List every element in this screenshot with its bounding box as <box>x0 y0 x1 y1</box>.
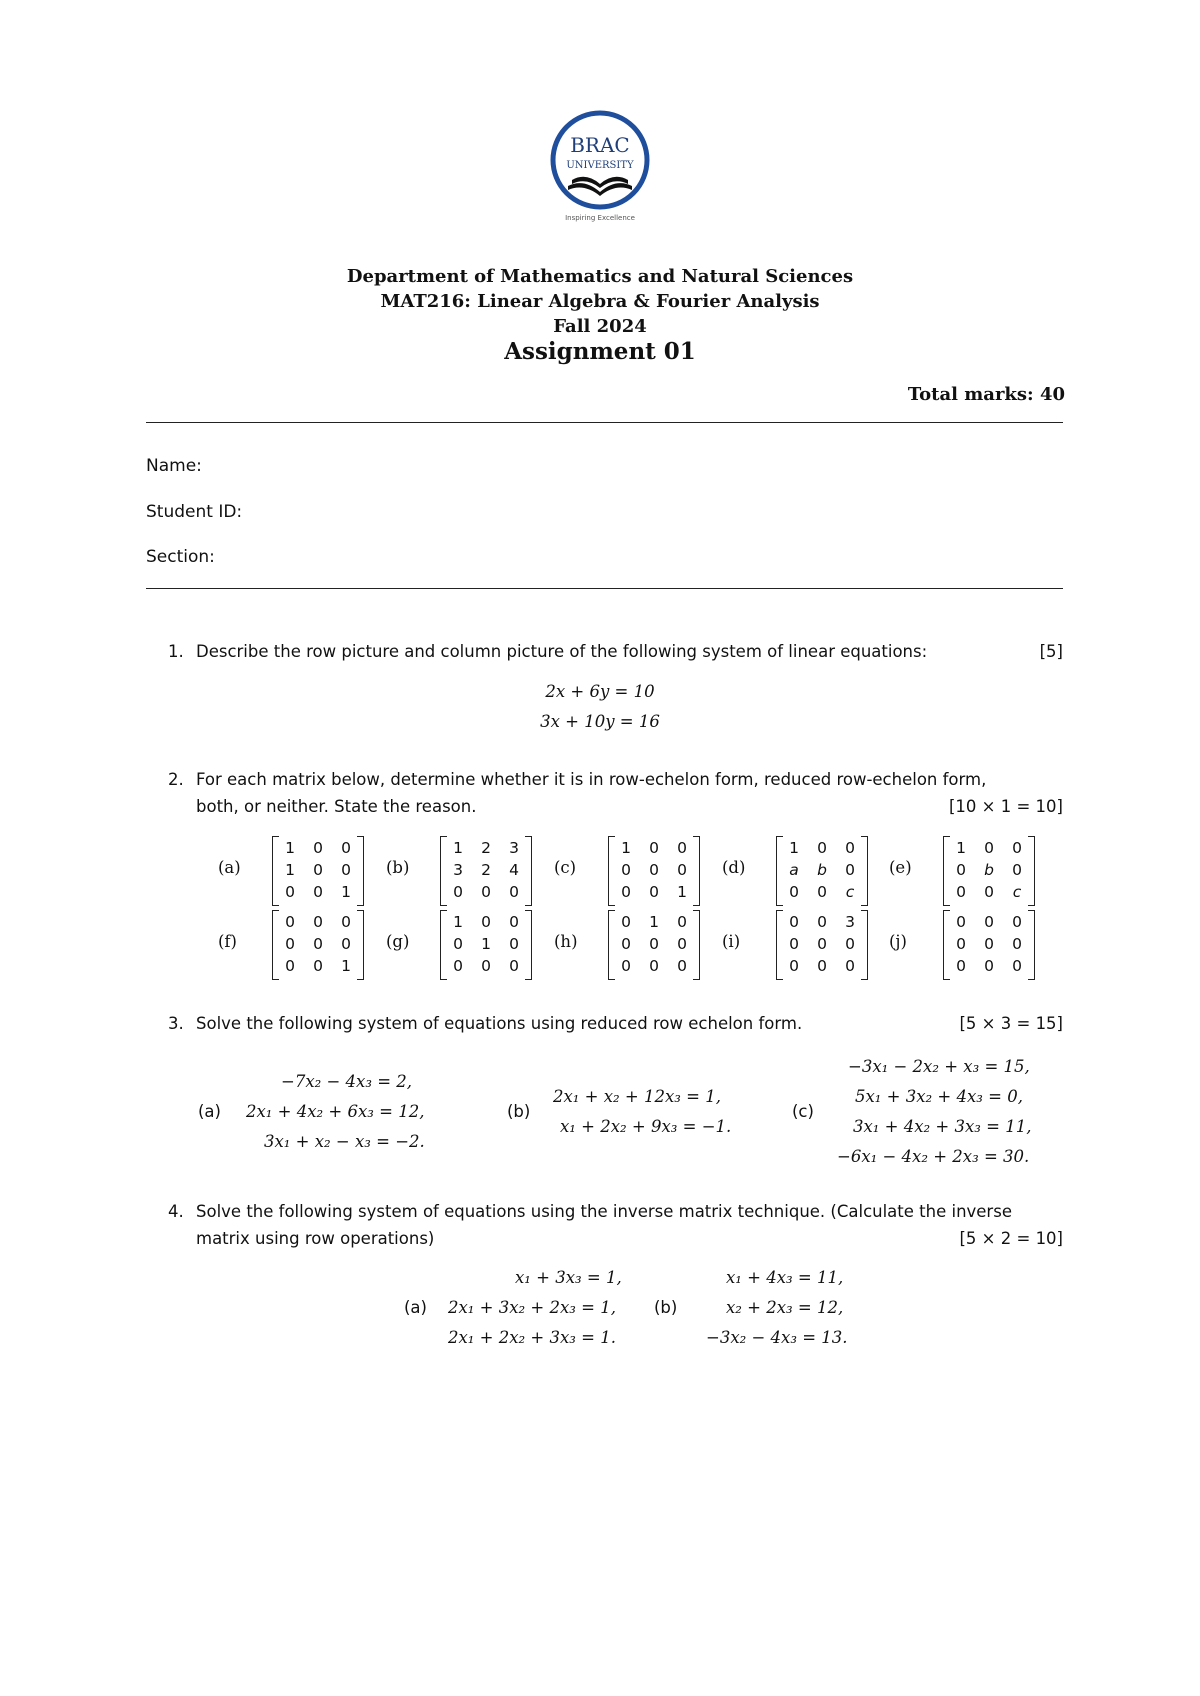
matrix-entry: 0 <box>956 957 966 975</box>
matrix-label: (f) <box>218 932 237 951</box>
matrix-entry: 0 <box>1012 861 1022 879</box>
q3-part-a-label: (a) <box>198 1102 221 1121</box>
q3a-equation-2: 2x₁ + 4x₂ + 6x₃ = 12, <box>246 1102 425 1121</box>
matrix-entry: 0 <box>285 935 295 953</box>
q4a-equation-3: 2x₁ + 2x₂ + 3x₃ = 1. <box>448 1328 616 1347</box>
matrix-entry: 0 <box>285 913 295 931</box>
q1-equation-1: 2x + 6y = 10 <box>545 682 655 701</box>
matrix-entry: 0 <box>341 913 351 931</box>
logo-text-brac: BRAC <box>570 133 630 157</box>
matrix-entry: 0 <box>789 883 799 901</box>
matrix-entry: 0 <box>984 935 994 953</box>
q3c-equation-1: −3x₁ − 2x₂ + x₃ = 15, <box>848 1057 1030 1076</box>
matrix-label: (i) <box>722 932 741 951</box>
question-marks: [5 × 3 = 15] <box>959 1014 1063 1033</box>
q1-equation-2: 3x + 10y = 16 <box>540 712 660 731</box>
matrix-entry: b <box>817 861 827 879</box>
matrix-entry: 1 <box>649 913 659 931</box>
matrix-label: (j) <box>889 932 907 951</box>
matrix-entry: 0 <box>621 957 631 975</box>
question-3 <box>168 1010 1063 1040</box>
matrix-entry: 0 <box>621 935 631 953</box>
matrix-entry: 0 <box>845 861 855 879</box>
matrix-entry: 0 <box>341 935 351 953</box>
matrix-label: (h) <box>554 932 578 951</box>
matrix-entry: 0 <box>1012 839 1022 857</box>
matrix-entry: 0 <box>313 861 323 879</box>
q4b-equation-1: x₁ + 4x₃ = 11, <box>726 1268 844 1287</box>
matrix <box>943 836 1035 906</box>
matrix-entry: 0 <box>817 883 827 901</box>
matrix-entry: 0 <box>313 883 323 901</box>
total-marks: Total marks: 40 <box>907 384 1065 405</box>
matrix-entry: a <box>789 861 799 879</box>
matrix-entry: 0 <box>984 883 994 901</box>
matrix-entry: 0 <box>621 883 631 901</box>
matrix-entry: 0 <box>453 957 463 975</box>
matrix-entry: 0 <box>956 883 966 901</box>
matrix-label: (d) <box>722 858 746 877</box>
matrix-entry: 0 <box>313 957 323 975</box>
matrix-entry: 0 <box>1012 913 1022 931</box>
matrix-entry: 0 <box>313 935 323 953</box>
bottom-divider <box>146 588 1063 589</box>
question-number: 2. <box>168 770 184 789</box>
matrix-label: (g) <box>386 932 410 951</box>
matrix-entry: 0 <box>789 957 799 975</box>
question-text-line2: both, or neither. State the reason. <box>196 797 477 816</box>
question-marks: [5] <box>1039 642 1063 661</box>
matrix-entry: 0 <box>313 913 323 931</box>
matrix-entry: 0 <box>984 913 994 931</box>
student-id-field-label: Student ID: <box>146 502 243 522</box>
name-field-label: Name: <box>146 456 202 476</box>
matrix-entry: 0 <box>677 839 687 857</box>
matrix-entry: 0 <box>649 839 659 857</box>
matrix-entry: 0 <box>1012 935 1022 953</box>
matrix-entry: 1 <box>956 839 966 857</box>
matrix-entry: 0 <box>649 883 659 901</box>
q4-part-a-label: (a) <box>404 1298 427 1317</box>
matrix-entry: 1 <box>285 861 295 879</box>
matrix-entry: 0 <box>789 935 799 953</box>
matrix-entry: 1 <box>453 839 463 857</box>
question-text: Solve the following system of equations using reduced row echelon form. <box>196 1014 803 1033</box>
matrix-entry: 0 <box>285 957 295 975</box>
matrix-entry: 1 <box>481 935 491 953</box>
logo-text-university: UNIVERSITY <box>566 160 634 171</box>
matrix-entry: 3 <box>453 861 463 879</box>
q4a-equation-2: 2x₁ + 3x₂ + 2x₃ = 1, <box>448 1298 616 1317</box>
question-text-line1: For each matrix below, determine whether it is in row-echelon form, reduced row-echelon form, <box>196 770 987 789</box>
matrix-entry: 0 <box>509 883 519 901</box>
matrix-entry: 1 <box>789 839 799 857</box>
question-1 <box>168 638 1063 668</box>
matrix-entry: 1 <box>285 839 295 857</box>
matrix-entry: 2 <box>481 861 491 879</box>
matrix-label: (b) <box>386 858 410 877</box>
matrix-entry: 0 <box>1012 957 1022 975</box>
matrix-entry: 0 <box>845 839 855 857</box>
matrix-entry: 0 <box>677 913 687 931</box>
matrix <box>440 910 532 980</box>
q3a-equation-1: −7x₂ − 4x₃ = 2, <box>281 1072 413 1091</box>
matrix <box>272 836 364 906</box>
matrix-entry: 1 <box>677 883 687 901</box>
matrix-label: (c) <box>554 858 577 877</box>
matrix-entry: 4 <box>509 861 519 879</box>
matrix-entry: 0 <box>817 913 827 931</box>
matrix <box>608 836 700 906</box>
matrix-entry: 3 <box>509 839 519 857</box>
matrix-label: (a) <box>218 858 241 877</box>
brac-university-logo <box>548 108 652 228</box>
matrix <box>776 910 868 980</box>
matrix-entry: 0 <box>621 913 631 931</box>
matrix-entry: 0 <box>313 839 323 857</box>
matrix-entry: 0 <box>984 839 994 857</box>
q3c-equation-3: 3x₁ + 4x₂ + 3x₃ = 11, <box>853 1117 1032 1136</box>
matrix-entry: 0 <box>621 861 631 879</box>
matrix-entry: 0 <box>677 957 687 975</box>
matrix-entry: 0 <box>845 957 855 975</box>
matrix-entry: 0 <box>649 861 659 879</box>
section-field-label: Section: <box>146 547 215 567</box>
question-marks: [10 × 1 = 10] <box>949 797 1063 816</box>
question-text: Describe the row picture and column picture of the following system of linear equations: <box>196 642 928 661</box>
matrix-entry: 0 <box>285 883 295 901</box>
department-heading: Department of Mathematics and Natural Sciences <box>346 266 854 287</box>
matrix-entry: 0 <box>509 935 519 953</box>
matrix-entry: 0 <box>341 861 351 879</box>
matrix-entry: 0 <box>649 935 659 953</box>
q4a-equation-1: x₁ + 3x₃ = 1, <box>515 1268 622 1287</box>
q4b-equation-3: −3x₂ − 4x₃ = 13. <box>706 1328 848 1347</box>
q3a-equation-3: 3x₁ + x₂ − x₃ = −2. <box>264 1132 425 1151</box>
matrix-entry: c <box>845 883 855 901</box>
matrix-entry: 0 <box>984 957 994 975</box>
matrix-entry: 0 <box>453 935 463 953</box>
matrix-entry: 0 <box>481 883 491 901</box>
question-4 <box>168 1198 1063 1254</box>
question-number: 1. <box>168 642 184 661</box>
matrix-entry: 0 <box>677 861 687 879</box>
course-heading: MAT216: Linear Algebra & Fourier Analysis <box>380 291 820 312</box>
matrix-entry: 1 <box>341 957 351 975</box>
top-divider <box>146 422 1063 423</box>
q3b-equation-1: 2x₁ + x₂ + 12x₃ = 1, <box>553 1087 721 1106</box>
q3-part-c-label: (c) <box>792 1102 814 1121</box>
question-text-line2: matrix using row operations) <box>196 1229 435 1248</box>
matrix-entry: 0 <box>817 935 827 953</box>
matrix-entry: 0 <box>341 839 351 857</box>
question-number: 4. <box>168 1202 184 1221</box>
matrix <box>608 910 700 980</box>
matrix-entry: 1 <box>453 913 463 931</box>
matrix <box>776 836 868 906</box>
matrix-entry: 0 <box>817 839 827 857</box>
matrix-entry: 0 <box>956 935 966 953</box>
question-number: 3. <box>168 1014 184 1033</box>
q3-part-b-label: (b) <box>507 1102 531 1121</box>
logo-tagline: Inspiring Excellence <box>565 214 635 222</box>
matrix-entry: 0 <box>509 957 519 975</box>
matrix <box>272 910 364 980</box>
matrix-entry: 2 <box>481 839 491 857</box>
matrix-entry: 0 <box>817 957 827 975</box>
question-text-line1: Solve the following system of equations using the inverse matrix technique. (Calculate the inverse <box>196 1202 1012 1221</box>
matrix-entry: 0 <box>649 957 659 975</box>
matrix-entry: 0 <box>956 861 966 879</box>
q4b-equation-2: x₂ + 2x₃ = 12, <box>726 1298 844 1317</box>
q3c-equation-2: 5x₁ + 3x₂ + 4x₃ = 0, <box>855 1087 1023 1106</box>
question-marks: [5 × 2 = 10] <box>959 1229 1063 1248</box>
question-2 <box>168 766 1063 822</box>
assignment-title: Assignment 01 <box>504 338 696 365</box>
q3c-equation-4: −6x₁ − 4x₂ + 2x₃ = 30. <box>837 1147 1030 1166</box>
q4-part-b-label: (b) <box>654 1298 678 1317</box>
matrix-entry: c <box>1012 883 1022 901</box>
matrix-entry: 1 <box>341 883 351 901</box>
matrix-entry: 0 <box>509 913 519 931</box>
matrix <box>943 910 1035 980</box>
matrix-entry: 0 <box>481 957 491 975</box>
q3b-equation-2: x₁ + 2x₂ + 9x₃ = −1. <box>560 1117 732 1136</box>
matrix-entry: 0 <box>677 935 687 953</box>
matrix-entry: b <box>984 861 994 879</box>
matrix-entry: 3 <box>845 913 855 931</box>
term-heading: Fall 2024 <box>553 316 647 337</box>
matrix-entry: 0 <box>956 913 966 931</box>
matrix-entry: 0 <box>453 883 463 901</box>
matrix-entry: 1 <box>621 839 631 857</box>
matrix-entry: 0 <box>481 913 491 931</box>
matrix-entry: 0 <box>789 913 799 931</box>
matrix <box>440 836 532 906</box>
matrix-label: (e) <box>889 858 912 877</box>
matrix-entry: 0 <box>845 935 855 953</box>
